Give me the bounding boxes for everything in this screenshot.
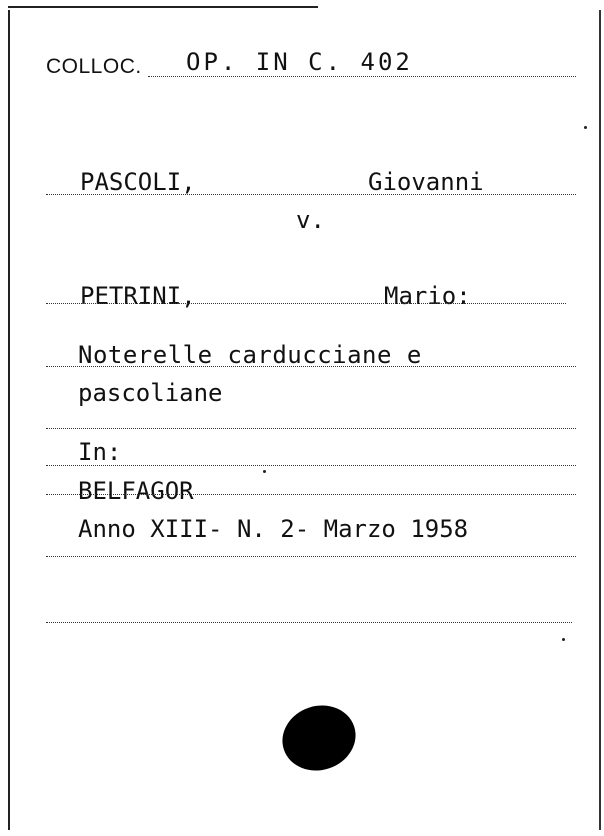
versus-text: v. (296, 206, 325, 234)
speck-mark (263, 470, 266, 473)
speck-mark (584, 126, 587, 129)
author-forename: Giovanni (368, 168, 484, 196)
second-author-rule (46, 303, 566, 304)
colloc-label: COLLOC. (46, 55, 142, 78)
title-rule-1 (46, 366, 576, 367)
in-rule (46, 465, 576, 466)
colloc-value: OP. IN C. 402 (186, 48, 413, 76)
card-left-edge (8, 10, 10, 830)
colloc-rule (148, 76, 576, 77)
title-line-1: Noterelle carducciane e (78, 341, 422, 369)
in-label: In: (78, 438, 122, 466)
issue-rule (46, 556, 576, 557)
card-top-edge (8, 6, 318, 8)
speck-mark (562, 638, 565, 641)
author-surname: PASCOLI, (80, 168, 196, 196)
title-rule-2 (46, 428, 576, 429)
journal-rule (46, 494, 576, 495)
issue-info: Anno XIII- N. 2- Marzo 1958 (78, 515, 469, 543)
author-rule (46, 194, 576, 195)
title-line-2: pascoliane (78, 379, 223, 407)
blank-rule (46, 622, 572, 623)
punched-hole (274, 696, 364, 780)
card-right-edge (599, 10, 601, 830)
second-surname: PETRINI, (80, 282, 196, 310)
second-forename: Mario: (384, 282, 471, 310)
journal-title: BELFAGOR (78, 477, 194, 505)
